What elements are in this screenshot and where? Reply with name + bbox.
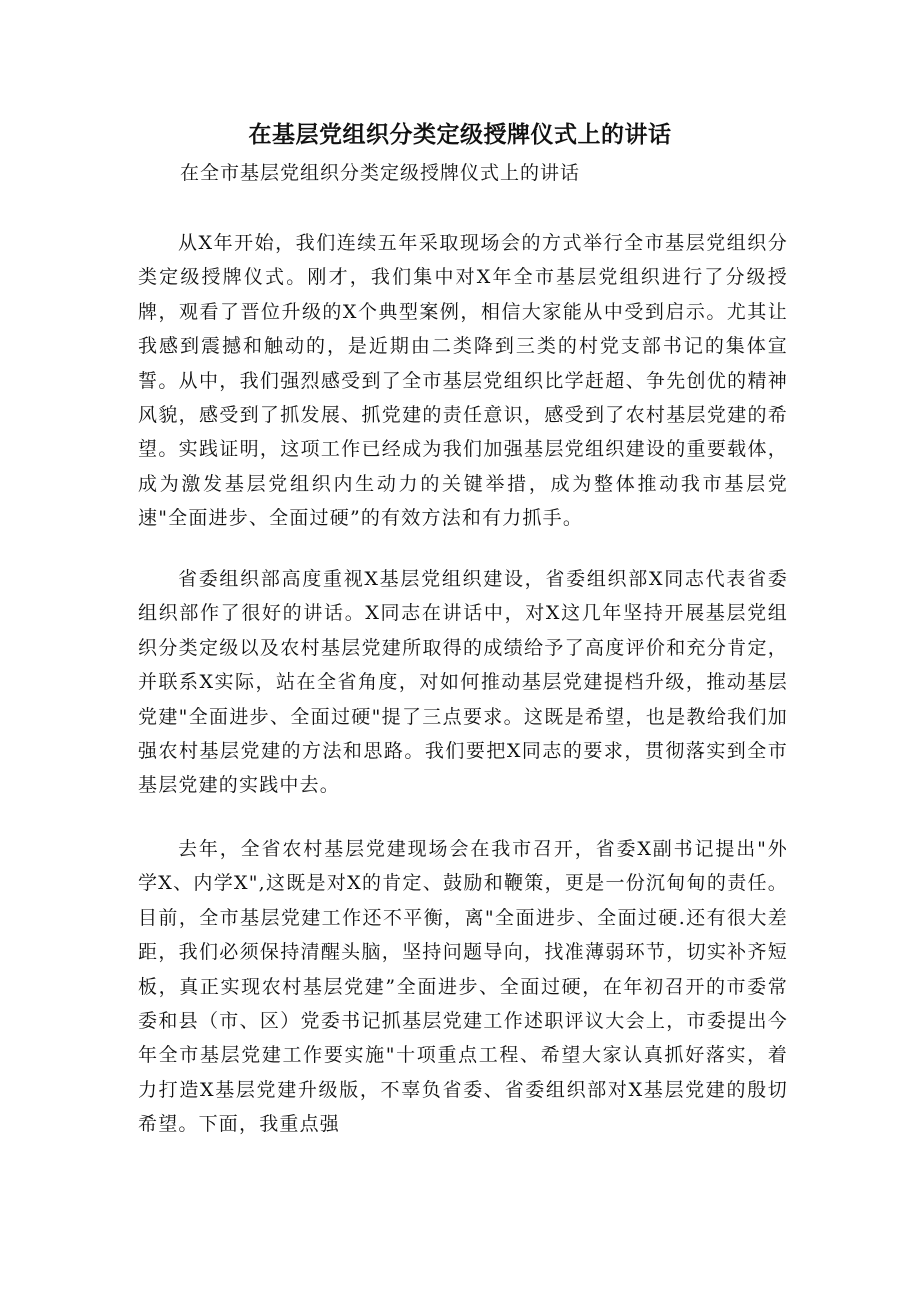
document-subtitle: 在全市基层党组织分类定级授牌仪式上的讲话 xyxy=(180,162,581,184)
paragraph-2: 省委组织部高度重视X基层党组织建设，省委组织部X同志代表省委组织部作了很好的讲话。X同志在讲话中，对X这几年坚持开展基层党组织分类定级以及农村基层党建所取得的成绩给予了高度评价和充分肯定，并联系X实际，站在全省角度，对如何推动基层党建提档升级，推动基层党建"全面进步、全面过硬"提了三点要求。这既是希望，也是教给我们加强农村基层党建的方法和思路。我们要把X同志的要求，贯彻落实到全市基层党建的实践中去。 xyxy=(138,568,788,797)
paragraph-3: 去年，全省农村基层党建现场会在我市召开，省委X副书记提出"外学X、内学X",这既是对X的肯定、鼓励和鞭策，更是一份沉甸甸的责任。目前，全市基层党建工作还不平衡，离"全面进步、全面过硬.还有很大差距，我们必须保持清醒头脑，坚持问题导向，找准薄弱环节，切实补齐短板，真正实现农村基层党建”全面进步、全面过硬，在年初召开的市委常委和县（市、区）党委书记抓基层党建工作述职评议大会上，市委提出今年全市基层党建工作要实施"十项重点工程、希望大家认真抓好落实，着力打造X基层党建升级版，不辜负省委、省委组织部对X基层党建的殷切希望。下面，我重点强 xyxy=(138,838,788,1136)
paragraph-1: 从X年开始，我们连续五年采取现场会的方式举行全市基层党组织分类定级授牌仪式。刚才，我们集中对X年全市基层党组织进行了分级授牌，观看了晋位升级的X个典型案例，相信大家能从中受到启示。尤其让我感到震撼和触动的，是近期由二类降到三类的村党支部书记的集体宣誓。从中，我们强烈感受到了全市基层党组织比学赶超、争先创优的精神风貌，感受到了抓发展、抓党建的责任意识，感受到了农村基层党建的希望。实践证明，这项工作已经成为我们加强基层党组织建设的重要载体，成为激发基层党组织内生动力的关键举措，成为整体推动我市基层党速"全面进步、全面过硬”的有效方法和有力抓手。 xyxy=(138,232,788,530)
document-title: 在基层党组织分类定级授牌仪式上的讲话 xyxy=(248,122,672,148)
